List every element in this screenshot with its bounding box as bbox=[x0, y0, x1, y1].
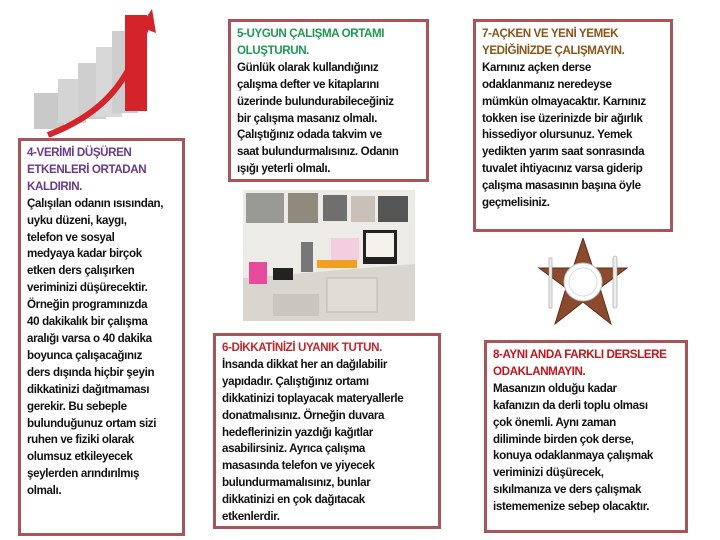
text-line: saat bulundurmalısınız. Odanın bbox=[237, 145, 399, 159]
text-line: hedeflerinizin yazdığı kağıtlar bbox=[222, 425, 373, 439]
text-line: üzerinde bulundurabileceğiniz bbox=[237, 94, 394, 108]
text-line: yedikten yarım saat sonrasında bbox=[482, 145, 645, 159]
text-line: ODAKLANMAYIN. bbox=[493, 364, 586, 378]
tip-box-7 bbox=[473, 19, 673, 232]
tip-title bbox=[237, 26, 420, 60]
text-line: olumsuz etkileyecek bbox=[27, 450, 133, 464]
text-line: donatmalısınız. Örneğin duvara bbox=[222, 408, 385, 422]
text-line: 8-AYNI ANDA FARKLI DERSLERE bbox=[493, 348, 667, 361]
text-line: veriminizi düşürecek, bbox=[493, 466, 604, 480]
text-line: etkenlerdir. bbox=[222, 510, 280, 524]
text-line: odaklanmanız neredeyse bbox=[482, 77, 612, 91]
text-line: uyku düzeni, kaygı, bbox=[27, 213, 127, 227]
text-line: Çalışılan odanın ısısından, bbox=[27, 196, 164, 210]
text-line: dikkatinizi en çok dağıtacak bbox=[222, 493, 365, 507]
tip-box-5 bbox=[228, 19, 429, 182]
text-line: gerekir. Bu sebeple bbox=[27, 399, 127, 413]
text-line: telefon ve sosyal bbox=[27, 230, 115, 244]
text-line: Karnınız açken derse bbox=[482, 60, 591, 74]
tip-title bbox=[482, 26, 664, 60]
text-line: asabilirsiniz. Ayrıca çalışma bbox=[222, 442, 366, 456]
text-line: hissediyor olursunuz. Yemek bbox=[482, 128, 633, 142]
growth-chart-icon bbox=[30, 5, 160, 137]
text-line: dikkatinizi dağıtmaması bbox=[27, 382, 150, 396]
text-line: tuvalet ihtiyacınız varsa giderip bbox=[482, 162, 643, 176]
tip-box-8 bbox=[484, 340, 688, 533]
text-line: mümkün olmayacaktır. Karnınız bbox=[482, 94, 646, 108]
text-line: dikkatinizi toplayacak materyallerle bbox=[222, 391, 404, 405]
text-line: 6-DİKKATİNİZİ UYANIK TUTUN. bbox=[222, 341, 382, 354]
text-line: OLUŞTURUN. bbox=[237, 43, 309, 57]
text-line: 5-UYGUN ÇALIŞMA ORTAMI bbox=[237, 27, 385, 40]
text-line: konuya odaklanmaya çalışmak bbox=[493, 449, 654, 463]
text-line: İnsanda dikkat her an dağılabilir bbox=[222, 357, 387, 371]
text-line: ETKENLERİ ORTADAN bbox=[27, 162, 147, 176]
text-line: şeylerden arındırılmış bbox=[27, 467, 140, 481]
tip-title bbox=[493, 347, 679, 381]
text-line: kafanızın da derli toplu olması bbox=[493, 398, 648, 412]
tip-body bbox=[493, 381, 679, 516]
text-line: Günlük olarak kullandığınız bbox=[237, 60, 379, 74]
text-line: masasında telefon ve yiyecek bbox=[222, 459, 375, 473]
text-line: ışığı yeterli olmalı. bbox=[237, 162, 331, 176]
text-line: Örneğin programınızda bbox=[27, 298, 148, 312]
star-plate-cutlery-icon bbox=[527, 238, 639, 326]
text-line: 4-VERİMİ DÜŞÜREN bbox=[27, 146, 132, 159]
tip-box-6 bbox=[213, 333, 441, 529]
text-line: Masanızın olduğu kadar bbox=[493, 381, 617, 395]
tip-body bbox=[27, 196, 176, 500]
text-line: sıkılmanıza ve ders çalışmak bbox=[493, 483, 642, 497]
text-line: aralığı varsa o 40 dakika bbox=[27, 331, 152, 345]
text-line: boyunca çalışacağınız bbox=[27, 348, 143, 362]
text-line: veriminizi düşürecektir. bbox=[27, 281, 148, 295]
text-line: çalışma masasının başına öyle bbox=[482, 179, 641, 193]
text-line: diliminde birden çok derse, bbox=[493, 432, 634, 446]
text-line: ders dışında hiçbir şeyin bbox=[27, 365, 155, 379]
tip-body bbox=[237, 60, 420, 178]
text-line: etken ders çalışırken bbox=[27, 264, 135, 278]
tip-body bbox=[222, 357, 432, 526]
text-line: 7-AÇKEN VE YENİ YEMEK bbox=[482, 27, 619, 40]
tip-body bbox=[482, 60, 664, 212]
text-line: geçmelisiniz. bbox=[482, 196, 550, 210]
text-line: bulunduğunuz ortam sizi bbox=[27, 416, 157, 430]
text-line: medyaya kadar birçok bbox=[27, 247, 142, 261]
text-line: yapıdadır. Çalıştığınız ortamı bbox=[222, 374, 369, 388]
text-line: çalışma defter ve kitaplarını bbox=[237, 77, 379, 91]
text-line: istememenize sebep olacaktır. bbox=[493, 500, 650, 514]
text-line: olmalı. bbox=[27, 484, 62, 498]
study-desk-photo bbox=[243, 190, 415, 321]
text-line: bulundurmamalısınız, bunlar bbox=[222, 476, 371, 490]
text-line: ruhen ve fiziki olarak bbox=[27, 433, 134, 447]
text-line: 40 dakikalık bir çalışma bbox=[27, 315, 148, 329]
tip-title bbox=[27, 145, 176, 196]
text-line: YEDİĞİNİZDE ÇALIŞMAYIN. bbox=[482, 43, 625, 57]
tip-title bbox=[222, 340, 432, 357]
tip-box-4 bbox=[18, 138, 185, 536]
text-line: çok önemli. Aynı zaman bbox=[493, 415, 616, 429]
text-line: KALDIRIN. bbox=[27, 179, 83, 193]
text-line: tokken ise üzerinizde bir ağırlık bbox=[482, 111, 643, 125]
text-line: bir çalışma masanız olmalı. bbox=[237, 111, 378, 125]
text-line: Çalıştığınız odada takvim ve bbox=[237, 128, 382, 142]
